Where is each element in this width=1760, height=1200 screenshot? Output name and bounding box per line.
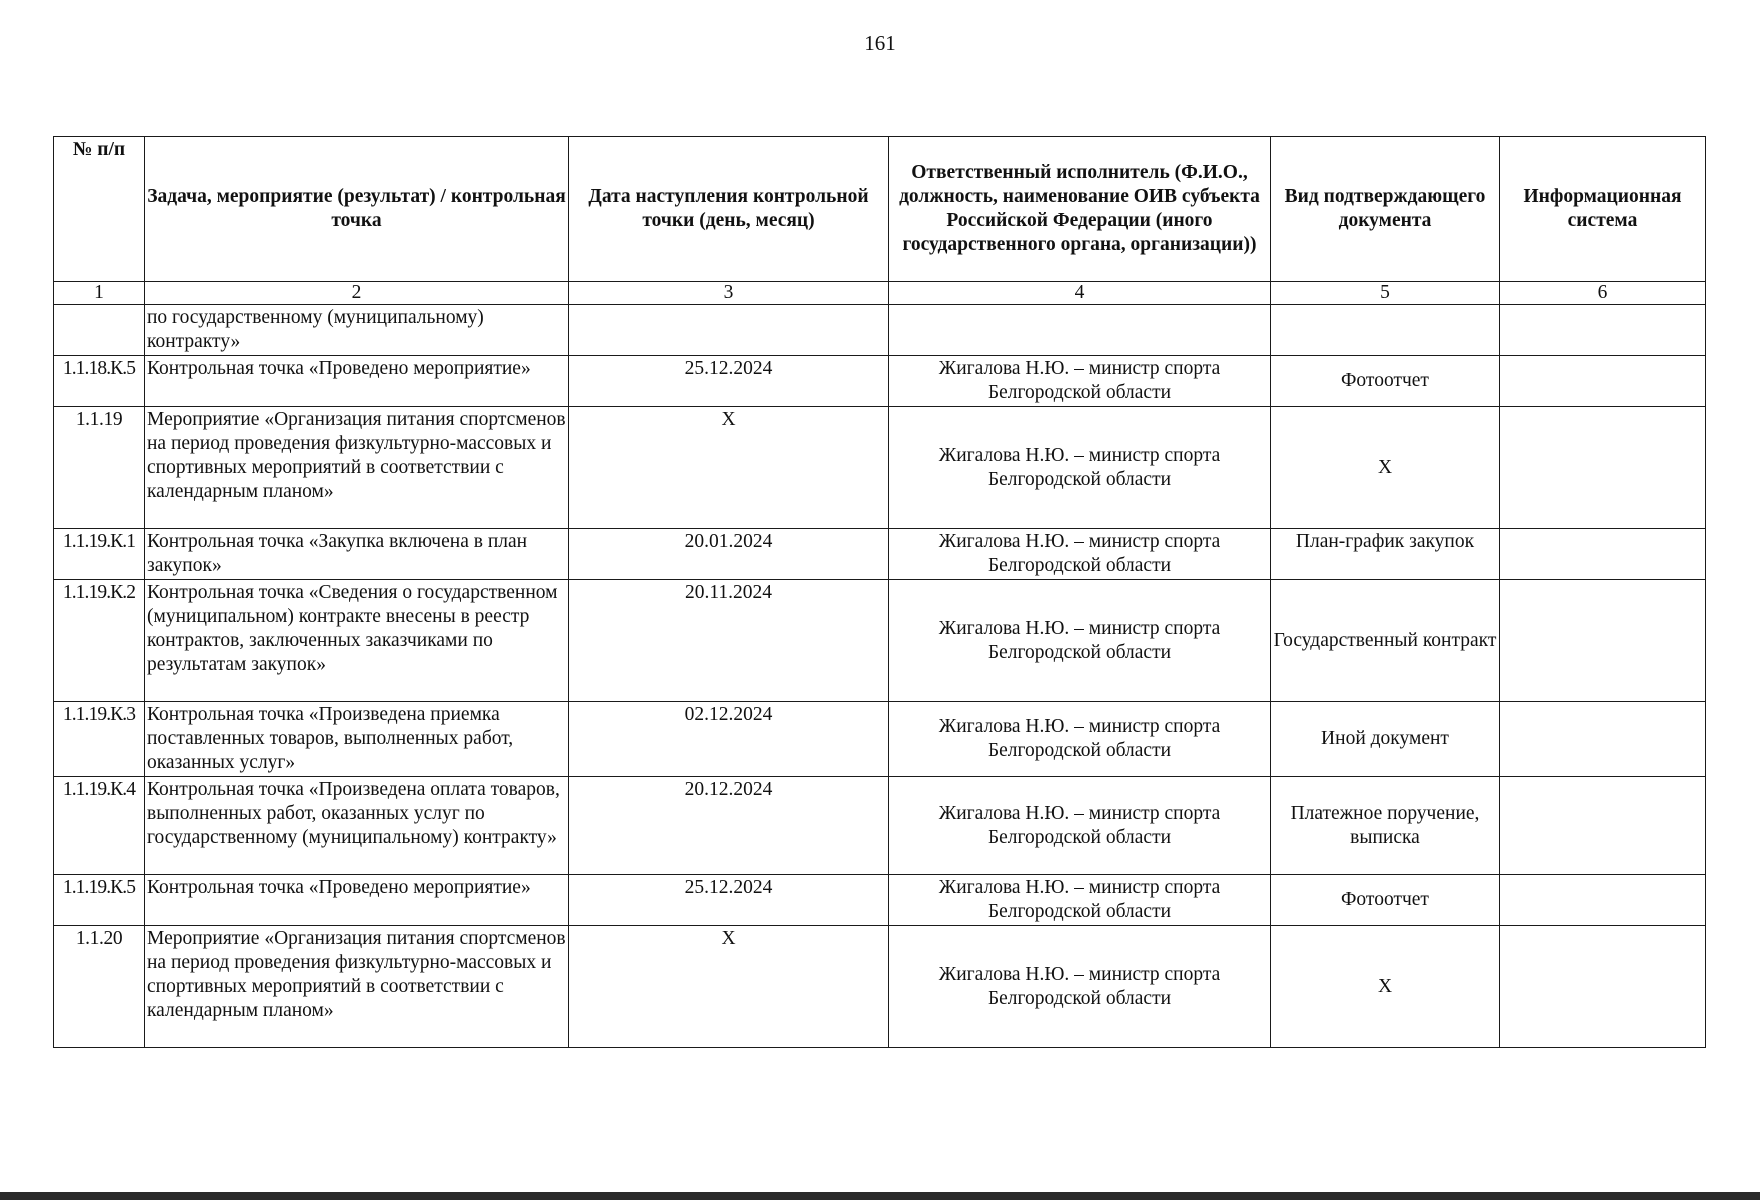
table-row: [54, 356, 1706, 407]
header-date: Дата наступления контрольной точки (день, месяц): [569, 137, 889, 282]
scan-bottom-edge: [0, 1192, 1760, 1200]
row-responsible: Жигалова Н.Ю. – министр спорта Белгородской области: [889, 777, 1271, 875]
column-number: 4: [889, 282, 1271, 305]
row-task: Контрольная точка «Закупка включена в план закупок»: [145, 529, 569, 580]
row-responsible: Жигалова Н.Ю. – министр спорта Белгородской области: [889, 875, 1271, 926]
row-number: 1.1.19.К.4: [54, 777, 145, 875]
row-info-system: [1500, 407, 1706, 529]
row-responsible: Жигалова Н.Ю. – министр спорта Белгородской области: [889, 580, 1271, 702]
column-number: 2: [145, 282, 569, 305]
row-number: 1.1.19.К.3: [54, 702, 145, 777]
row-date: 25.12.2024: [569, 356, 889, 407]
row-number: 1.1.19.К.1: [54, 529, 145, 580]
row-responsible: Жигалова Н.Ю. – министр спорта Белгородской области: [889, 407, 1271, 529]
table-row: [54, 580, 1706, 702]
row-info-system: [1500, 702, 1706, 777]
row-doc-type: Фотоотчет: [1271, 356, 1500, 407]
row-task: по государственному (муниципальному) контракту»: [145, 305, 569, 356]
row-info-system: [1500, 356, 1706, 407]
column-number: 5: [1271, 282, 1500, 305]
row-responsible: Жигалова Н.Ю. – министр спорта Белгородской области: [889, 702, 1271, 777]
row-task: Мероприятие «Организация питания спортсменов на период проведения физкультурно-массовых и спортивных мероприятий в соответствии с календарным планом»: [145, 407, 569, 529]
row-info-system: [1500, 580, 1706, 702]
row-doc-type: Платежное поручение, выписка: [1271, 777, 1500, 875]
row-doc-type: Государственный контракт: [1271, 580, 1500, 702]
table-row: [54, 702, 1706, 777]
row-task: Контрольная точка «Произведена приемка поставленных товаров, выполненных работ, оказанных услуг»: [145, 702, 569, 777]
row-date: Х: [569, 926, 889, 1048]
control-points-table: [53, 136, 1706, 1048]
row-date: [569, 305, 889, 356]
page-number: 161: [864, 31, 896, 55]
row-doc-type: План-график закупок: [1271, 529, 1500, 580]
row-doc-type: Фотоотчет: [1271, 875, 1500, 926]
header-task: Задача, мероприятие (результат) / контрольная точка: [145, 137, 569, 282]
table-row: [54, 875, 1706, 926]
column-number: 6: [1500, 282, 1706, 305]
header-doc-type: Вид подтверждающего документа: [1271, 137, 1500, 282]
row-date: 20.11.2024: [569, 580, 889, 702]
row-number: 1.1.20: [54, 926, 145, 1048]
row-date: 20.12.2024: [569, 777, 889, 875]
row-number: 1.1.18.К.5: [54, 356, 145, 407]
row-date: 25.12.2024: [569, 875, 889, 926]
row-number: 1.1.19.К.2: [54, 580, 145, 702]
row-task: Контрольная точка «Произведена оплата товаров, выполненных работ, оказанных услуг по государственному (муниципальному) контракту»: [145, 777, 569, 875]
column-number: 3: [569, 282, 889, 305]
row-info-system: [1500, 875, 1706, 926]
row-info-system: [1500, 529, 1706, 580]
row-task: Мероприятие «Организация питания спортсменов на период проведения физкультурно-массовых и спортивных мероприятий в соответствии с календарным планом»: [145, 926, 569, 1048]
header-info-system: Информационная система: [1500, 137, 1706, 282]
table-row: [54, 529, 1706, 580]
row-responsible: Жигалова Н.Ю. – министр спорта Белгородской области: [889, 529, 1271, 580]
row-doc-type: Х: [1271, 926, 1500, 1048]
column-number: 1: [54, 282, 145, 305]
row-task: Контрольная точка «Сведения о государственном (муниципальном) контракте внесены в реестр контрактов, заключенных заказчиками по результатам закупок»: [145, 580, 569, 702]
row-responsible: Жигалова Н.Ю. – министр спорта Белгородской области: [889, 926, 1271, 1048]
row-task: Контрольная точка «Проведено мероприятие»: [145, 356, 569, 407]
row-doc-type: [1271, 305, 1500, 356]
row-info-system: [1500, 926, 1706, 1048]
row-number: 1.1.19: [54, 407, 145, 529]
column-number-row: [54, 282, 1706, 305]
row-responsible: [889, 305, 1271, 356]
row-date: 20.01.2024: [569, 529, 889, 580]
row-doc-type: Иной документ: [1271, 702, 1500, 777]
table-row: [54, 305, 1706, 356]
row-number: 1.1.19.К.5: [54, 875, 145, 926]
table-row: [54, 777, 1706, 875]
row-doc-type: Х: [1271, 407, 1500, 529]
header-responsible: Ответственный исполнитель (Ф.И.О., должность, наименование ОИВ субъекта Российской Федерации (иного государственного органа, организации)): [889, 137, 1271, 282]
row-number: [54, 305, 145, 356]
row-task: Контрольная точка «Проведено мероприятие»: [145, 875, 569, 926]
table-row: [54, 926, 1706, 1048]
table-header-row: [54, 137, 1706, 282]
row-info-system: [1500, 305, 1706, 356]
row-date: Х: [569, 407, 889, 529]
row-info-system: [1500, 777, 1706, 875]
table-row: [54, 407, 1706, 529]
row-date: 02.12.2024: [569, 702, 889, 777]
header-number: № п/п: [54, 137, 145, 282]
row-responsible: Жигалова Н.Ю. – министр спорта Белгородской области: [889, 356, 1271, 407]
